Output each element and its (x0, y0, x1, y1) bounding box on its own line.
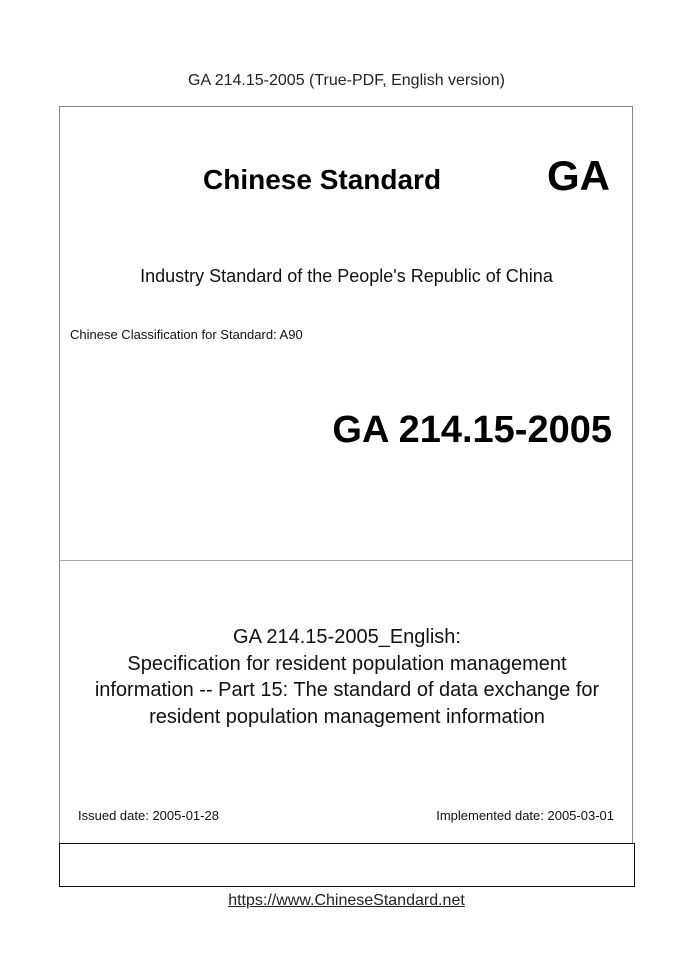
standard-description (59, 624, 635, 730)
ga-badge: GA (547, 152, 610, 199)
description-line: Specification for resident population management (127, 652, 567, 675)
standard-number: GA 214.15-2005 (332, 409, 612, 451)
description-line: information -- Part 15: The standard of data exchange for (94, 679, 600, 701)
website-link[interactable]: https://www.ChineseStandard.net (228, 892, 465, 909)
document-header: GA 214.15-2005 (True-PDF, English version) (188, 72, 505, 89)
footer (0, 890, 693, 912)
implemented-date: Implemented date: 2005-03-01 (436, 808, 614, 823)
cover-bottom-frame (59, 843, 635, 887)
classification-text: Chinese Classification for Standard: A90 (70, 327, 303, 342)
subtitle: Industry Standard of the People's Republic of China (140, 266, 553, 286)
description-line: resident population management information (149, 705, 545, 728)
issued-date: Issued date: 2005-01-28 (78, 808, 219, 823)
description-line: GA 214.15-2005_English: (233, 626, 461, 648)
main-title: Chinese Standard (203, 164, 442, 195)
